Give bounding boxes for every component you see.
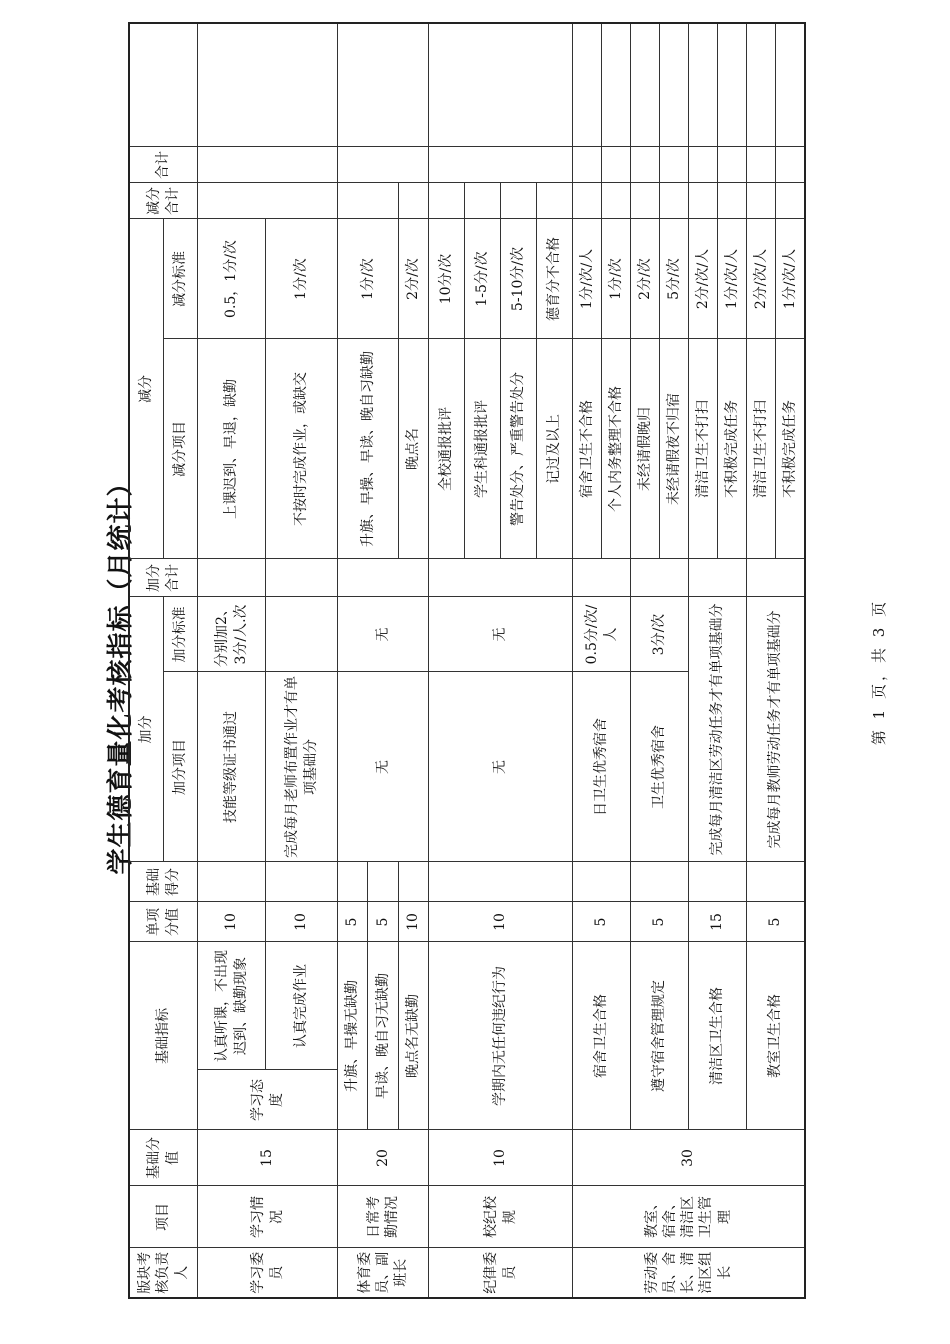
labor-sub-item-8: 不积极完成任务 [776,339,805,559]
labor-sub-item-5: 清洁卫生不打扫 [689,339,718,559]
header-add-standard: 加分标准 [164,597,198,672]
page-footer: 第 1 页，共 3 页 [870,598,888,746]
labor-blank-2 [602,23,631,147]
study-sub-total [198,183,338,219]
labor-add-item-4: 完成每月教师劳动任务才有单项基础分 [747,597,805,862]
discipline-sub-total-4 [537,183,573,219]
labor-add-item-1: 日卫生优秀宿舍 [573,672,631,862]
labor-sub-item-4: 未经请假夜不归宿 [660,339,689,559]
attendance-total [338,147,429,183]
labor-sub-standard-7: 2分/次/人 [747,219,776,339]
discipline-blank [429,23,573,147]
header-sub-group: 减分 [129,219,164,559]
study-got-2 [266,862,338,902]
labor-sub-item-2: 个人内务整理不合格 [602,339,631,559]
study-sub-item-1: 上课迟到、早退，缺勤 [198,339,266,559]
attendance-sub-standard-2: 2分/次 [399,219,429,339]
attendance-sub-item-1: 升旗、早操、早读、晚自习缺勤 [338,339,399,559]
labor-add-item-3: 完成每月清洁区劳动任务才有单项基础分 [689,597,747,862]
study-add-item-2: 完成每月老师布置作业才有单项基础分 [266,672,338,862]
header-add-item: 加分项目 [164,672,198,862]
attendance-base-score: 20 [338,1130,429,1186]
discipline-sub-standard-1: 10分/次 [429,219,465,339]
header-base-got: 基础得分 [129,862,198,902]
discipline-sub-standard-3: 5-10分/次 [501,219,537,339]
discipline-sub-item-4: 记过及以上 [537,339,573,559]
discipline-got [429,862,573,902]
labor-total-7 [747,147,776,183]
labor-total-3 [631,147,660,183]
header-add-group: 加分 [129,597,164,862]
study-project: 学习情况 [198,1186,338,1248]
attendance-add-total [338,559,429,597]
table-row [573,23,602,1298]
labor-indicator-3: 清洁区卫生合格 [689,942,747,1130]
study-attitude: 学习态度 [198,1070,338,1130]
attendance-got-1 [338,862,368,902]
header-base-indicator: 基础指标 [129,942,198,1130]
attendance-project: 日常考勤情况 [338,1186,429,1248]
discipline-add-item: 无 [429,672,573,862]
labor-add-total-3 [689,559,747,597]
study-total [198,147,338,183]
table-row [429,23,465,1298]
labor-got-1 [573,862,631,902]
attendance-indicator-1: 升旗、早操无缺勤 [338,942,368,1130]
labor-total-2 [602,147,631,183]
study-add-total-2 [266,559,338,597]
table-row [338,23,368,1298]
labor-sub-item-7: 清洁卫生不打扫 [747,339,776,559]
attendance-sub-standard-1: 1分/次 [338,219,399,339]
attendance-score-2: 5 [368,902,399,942]
labor-base-score: 30 [573,1130,805,1186]
discipline-base-score: 10 [429,1130,573,1186]
labor-add-total-2 [631,559,689,597]
labor-add-total-1 [573,559,631,597]
labor-add-standard-1: 0.5分/次/人 [573,597,631,672]
discipline-sub-standard-2: 1-5分/次 [465,219,501,339]
header-base-score: 基础分值 [129,1130,198,1186]
study-sub-item-2: 不按时完成作业，或缺交 [266,339,338,559]
labor-score-1: 5 [573,902,631,942]
discipline-total [429,147,573,183]
labor-total-6 [718,147,747,183]
attendance-add-item: 无 [338,672,429,862]
labor-sub-total-1 [573,183,602,219]
study-base-score: 15 [198,1130,338,1186]
labor-sub-total-4 [660,183,689,219]
study-got-1 [198,862,266,902]
attendance-indicator-2: 早读、晚自习无缺勤 [368,942,399,1130]
assessment-table [128,22,806,1299]
labor-sub-standard-1: 1分/次/人 [573,219,602,339]
labor-blank-5 [689,23,718,147]
labor-sub-standard-6: 1分/次/人 [718,219,747,339]
table-row [747,23,776,1298]
attendance-owner: 体育委员、副班长 [338,1248,429,1298]
labor-blank-7 [747,23,776,147]
header-sub-standard: 减分标准 [164,219,198,339]
discipline-sub-total-1 [429,183,465,219]
discipline-sub-item-1: 全校通报批评 [429,339,465,559]
header-add-total: 加分合计 [129,559,198,597]
study-add-standard-2 [266,597,338,672]
labor-sub-total-5 [689,183,718,219]
labor-sub-total-8 [776,183,805,219]
labor-indicator-4: 教室卫生合格 [747,942,805,1130]
labor-total-1 [573,147,602,183]
header-blank [129,23,198,147]
study-score-2: 10 [266,902,338,942]
discipline-project: 校纪校规 [429,1186,573,1248]
header-owner: 版块考核负责人 [129,1248,198,1298]
attendance-blank [338,23,429,147]
labor-got-2 [631,862,689,902]
labor-sub-total-2 [602,183,631,219]
labor-sub-total-6 [718,183,747,219]
labor-owner: 劳动委员、舍长、清洁区组长 [573,1248,805,1298]
labor-total-4 [660,147,689,183]
labor-got-3 [689,862,747,902]
labor-sub-standard-2: 1分/次 [602,219,631,339]
study-add-total-1 [198,559,266,597]
attendance-score-1: 5 [338,902,368,942]
labor-total-8 [776,147,805,183]
labor-score-3: 15 [689,902,747,942]
discipline-add-standard: 无 [429,597,573,672]
labor-sub-item-1: 宿舍卫生不合格 [573,339,602,559]
study-sub-standard-2: 1分/次 [266,219,338,339]
discipline-sub-total-3 [501,183,537,219]
labor-blank-3 [631,23,660,147]
study-indicator-2: 认真完成作业 [266,942,338,1070]
labor-add-total-4 [747,559,805,597]
study-blank [198,23,338,147]
labor-project: 教室、宿舍、清洁区卫生管理 [573,1186,805,1248]
study-indicator-1: 认真听课，不出现迟到、缺勤现象 [198,942,266,1070]
labor-sub-standard-3: 2分/次 [631,219,660,339]
discipline-indicator: 学期内无任何违纪行为 [429,942,573,1130]
labor-blank-1 [573,23,602,147]
attendance-score-3: 10 [399,902,429,942]
labor-sub-standard-5: 2分/次/人 [689,219,718,339]
header-sub-total: 减分合计 [129,183,198,219]
table-row [689,23,718,1298]
study-score-1: 10 [198,902,266,942]
labor-sub-standard-4: 5分/次 [660,219,689,339]
header-item-score: 单项分值 [129,902,198,942]
labor-blank-4 [660,23,689,147]
labor-score-2: 5 [631,902,689,942]
labor-sub-item-3: 未经请假晚归 [631,339,660,559]
study-add-item-1: 技能等级证书通过 [198,672,266,862]
page-title: 学生德育量化考核指标（月统计） [106,469,136,875]
attendance-got-3 [399,862,429,902]
study-sub-standard-1: 0.5，1分/次 [198,219,266,339]
discipline-sub-item-2: 学生科通报批评 [465,339,501,559]
labor-sub-total-3 [631,183,660,219]
attendance-sub-total-2 [399,183,429,219]
labor-total-5 [689,147,718,183]
labor-sub-total-7 [747,183,776,219]
attendance-add-standard: 无 [338,597,429,672]
discipline-owner: 纪律委员 [429,1248,573,1298]
labor-sub-standard-8: 1分/次/人 [776,219,805,339]
labor-got-4 [747,862,805,902]
header-total: 合计 [129,147,198,183]
table-row [198,23,266,1298]
labor-blank-6 [718,23,747,147]
labor-add-item-2: 卫生优秀宿舍 [631,672,689,862]
attendance-indicator-3: 晚点名无缺勤 [399,942,429,1130]
labor-indicator-2: 遵守宿舍管理规定 [631,942,689,1130]
discipline-sub-total-2 [465,183,501,219]
attendance-got-2 [368,862,399,902]
study-add-standard-1: 分别加2、3分/人.次 [198,597,266,672]
discipline-sub-item-3: 警告处分、严重警告处分 [501,339,537,559]
study-owner: 学习委员 [198,1248,338,1298]
attendance-sub-item-2: 晚点名 [399,339,429,559]
labor-sub-item-6: 不积极完成任务 [718,339,747,559]
discipline-sub-standard-4: 德育分不合格 [537,219,573,339]
labor-add-standard-2: 3分/次 [631,597,689,672]
discipline-score: 10 [429,902,573,942]
labor-blank-8 [776,23,805,147]
header-project: 项目 [129,1186,198,1248]
header-row-1 [129,23,164,1298]
labor-indicator-1: 宿舍卫生合格 [573,942,631,1130]
labor-score-4: 5 [747,902,805,942]
attendance-sub-total-1 [338,183,399,219]
header-sub-item: 减分项目 [164,339,198,559]
discipline-add-total [429,559,573,597]
table-row [631,23,660,1298]
